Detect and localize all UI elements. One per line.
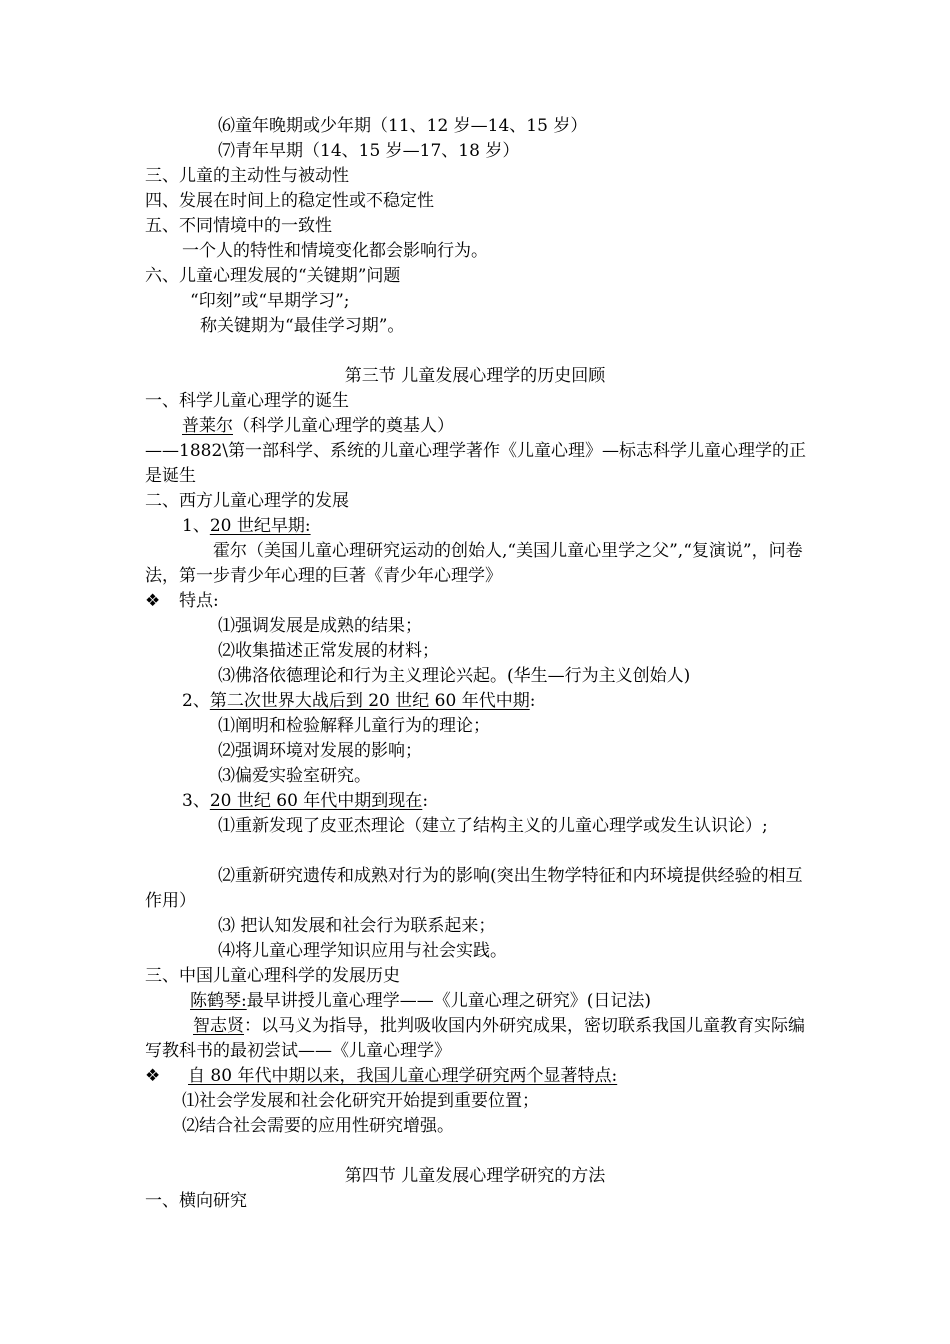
paragraph: ⑵重新研究遗传和成熟对行为的影响(突出生物学特征和内环境提供经验的相互作用） (145, 866, 803, 911)
text-span: : (529, 691, 536, 711)
bullet-line (145, 589, 219, 614)
heading-5: 五、不同情境中的一致性 (145, 216, 332, 236)
underlined-period: 第二次世界大战后到 20 世纪 60 年代中期 (209, 691, 530, 711)
heading-6: 六、儿童心理发展的“关键期”问题 (145, 266, 401, 286)
text-line: ⑴阐明和检验解释儿童行为的理论； (218, 716, 490, 736)
underlined-name: 陈鹤琴: (190, 991, 247, 1011)
text-line: ⑹童年晚期或少年期（11、12 岁—14、15 岁） (218, 116, 588, 136)
heading-4: 四、发展在时间上的稳定性或不稳定性 (145, 191, 434, 211)
section-title: 第四节 儿童发展心理学研究的方法 (344, 1166, 606, 1186)
section-title: 第三节 儿童发展心理学的历史回顾 (344, 366, 606, 386)
bullet-line (145, 1064, 617, 1089)
text-line: ⑵收集描述正常发展的材料； (218, 641, 439, 661)
text-line: ⑵强调环境对发展的影响； (218, 741, 422, 761)
subheading (182, 689, 535, 714)
text-line: “印刻”或“早期学习”; (190, 291, 350, 311)
text-line: ⑵结合社会需要的应用性研究增强。 (182, 1116, 454, 1136)
text-line: ⑴社会学发展和社会化研究开始提到重要位置； (182, 1091, 539, 1111)
paragraph: 霍尔（美国儿童心理研究运动的创始人,“美国儿童心里学之父”,“复演说”，问卷法，第一步青少年心理的巨著《青少年心理学》 (145, 541, 803, 586)
underlined-name: 普莱尔 (182, 416, 233, 436)
text-line: 一个人的特性和情境变化都会影响行为。 (182, 241, 488, 261)
text-line: ⑶偏爱实验室研究。 (218, 766, 371, 786)
text-line: ⑺青年早期（14、15 岁—17、18 岁） (218, 141, 520, 161)
heading-2: 二、西方儿童心理学的发展 (145, 491, 349, 511)
heading-3: 三、儿童的主动性与被动性 (145, 166, 349, 186)
text-span: 特点: (179, 591, 219, 611)
text-span: （科学儿童心理学的奠基人） (233, 416, 454, 436)
text-span: ：以马义为指导，批判吸收国内外研究成果，密切联系我国儿童教育实际编写教科书的最初尝试——《儿童心理学》 (145, 1016, 805, 1061)
diamond-bullet-icon: ❖ (145, 591, 161, 611)
text-span: : (422, 791, 429, 811)
text-line (182, 414, 454, 439)
underlined-text: 我国儿童心理学研究两个显著特点: (356, 1066, 618, 1086)
underlined-period: 20 世纪 60 年代中期到现在 (209, 791, 423, 811)
heading-3: 三、中国儿童心理科学的发展历史 (145, 966, 400, 986)
underlined-period: 20 世纪早期: (209, 516, 311, 536)
heading-1: 一、横向研究 (145, 1191, 247, 1211)
text-span: 最早讲授儿童心理学——《儿童心理之研究》(日记法) (246, 991, 651, 1011)
diamond-bullet-icon: ❖ (145, 1066, 161, 1086)
item-number: 1、 (182, 516, 210, 536)
subheading (182, 789, 428, 814)
heading-1: 一、科学儿童心理学的诞生 (145, 391, 349, 411)
paragraph: ——1882\第一部科学、系统的儿童心理学著作《儿童心理》—标志科学儿童心理学的正是诞生 (145, 441, 806, 486)
paragraph: ⑴重新发现了皮亚杰理论（建立了结构主义的儿童心理学或发生认识论）; (218, 816, 768, 836)
text-line: ⑷将儿童心理学知识应用与社会实践。 (218, 941, 507, 961)
underlined-period: 自 80 年代中期以来， (188, 1066, 357, 1086)
text-line (190, 989, 651, 1014)
underlined-name: 智志贤 (193, 1016, 244, 1036)
text-line: ⑶ 把认知发展和社会行为联系起来； (218, 916, 496, 936)
item-number: 3、 (182, 791, 210, 811)
subheading (182, 514, 311, 539)
item-number: 2、 (182, 691, 210, 711)
text-line: ⑴强调发展是成熟的结果； (218, 616, 422, 636)
text-line: ⑶佛洛依德理论和行为主义理论兴起。(华生—行为主义创始人) (218, 666, 691, 686)
paragraph (145, 1014, 810, 1063)
text-line: 称关键期为“最佳学习期”。 (200, 316, 405, 336)
